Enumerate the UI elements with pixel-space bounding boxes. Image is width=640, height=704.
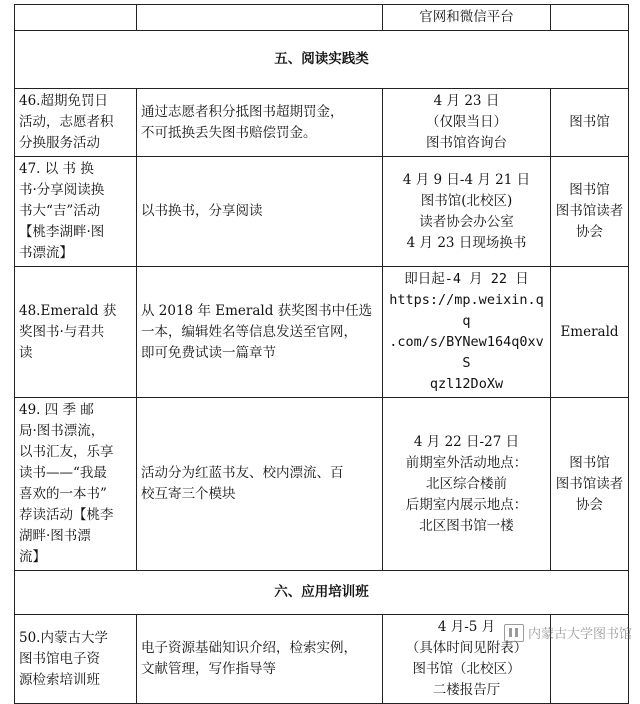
org-cell xyxy=(551,398,629,571)
cell-line: 即可免费试读一篇章节 xyxy=(141,344,276,361)
desc-cell xyxy=(137,5,383,31)
section-title: 五、阅读实践类 xyxy=(15,31,629,89)
cell-line: 荐读活动【桃李 xyxy=(19,507,114,523)
cell-line: 喜欢的一本书” xyxy=(19,486,107,502)
time-cell xyxy=(383,398,551,571)
time-cell xyxy=(383,157,551,267)
library-logo-icon xyxy=(504,624,524,642)
cell-line: .com/s/BYNew164q0xvS xyxy=(389,334,544,371)
time-cell xyxy=(383,89,551,157)
org-cell xyxy=(551,157,629,267)
name-cell xyxy=(15,5,137,31)
name-cell xyxy=(15,267,137,398)
cell-line: 书大“吉”活动 xyxy=(19,203,101,219)
cell-line: 后期室内展示地点： xyxy=(405,496,528,513)
section-title: 六、应用培训班 xyxy=(15,571,629,615)
desc-cell xyxy=(137,398,383,571)
cell-line: 图书馆读者 xyxy=(555,475,624,492)
table-row xyxy=(15,157,629,267)
table-row xyxy=(15,398,629,571)
cell-line: 活动分为红蓝书友、校内漂流、百 xyxy=(141,465,344,481)
name-cell xyxy=(15,615,137,704)
table-row xyxy=(15,89,629,157)
activity-table xyxy=(14,4,629,704)
cell-line: 读者协会办公室 xyxy=(419,213,514,230)
cell-line: 湖畔·图书漂 xyxy=(19,528,91,544)
cell-line: 以书汇友，乐享 xyxy=(19,444,114,460)
name-cell xyxy=(15,157,137,267)
cell-line: 从 2018 年 Emerald 获奖图书中任选 xyxy=(141,302,373,319)
cell-line: 通过志愿者积分抵图书超期罚金， xyxy=(141,103,344,120)
cell-line: 二楼报告厅 xyxy=(432,682,501,698)
cell-line: 4 月 9 日-4 月 21 日 xyxy=(402,171,531,188)
cell-line: 不可抵换丢失图书赔偿罚金。 xyxy=(141,124,317,141)
cell-line: 47. 以 书 换 xyxy=(19,161,94,177)
section-row xyxy=(15,31,629,89)
name-cell xyxy=(15,89,137,157)
cell-line: 图书馆 xyxy=(569,454,610,471)
cell-line: 协会 xyxy=(576,224,603,240)
cell-line: 奖图书·与君共 xyxy=(19,323,105,340)
cell-line: 【桃李湖畔·图 xyxy=(19,224,105,240)
cell-line: 49. 四 季 邮 xyxy=(19,402,94,418)
table-row xyxy=(15,267,629,398)
time-cell xyxy=(383,267,551,398)
cell-line: 流】 xyxy=(19,549,46,565)
cell-line: （仅限当日） xyxy=(426,114,507,130)
cell-line: 局·图书漂流， xyxy=(19,423,105,439)
cell-line: 分换服务活动 xyxy=(19,135,100,151)
cell-line: 图书馆读者 xyxy=(555,203,624,219)
org-cell xyxy=(551,89,629,157)
cell-line: 书·分享阅读换 xyxy=(19,182,105,198)
cell-line: 北区图书馆一楼 xyxy=(419,517,514,534)
name-cell xyxy=(15,398,137,571)
desc-cell xyxy=(137,157,383,267)
cell-line: 4 月 23 日 xyxy=(433,93,500,109)
cell-line: 一本，编辑姓名等信息发送至官网， xyxy=(141,323,357,340)
cell-line: 协会 xyxy=(576,496,603,513)
cell-line: 图书馆（北校区） xyxy=(412,661,521,677)
cell-line: 图书馆电子资 xyxy=(19,650,100,667)
section-row xyxy=(15,571,629,615)
cell-line: 图书馆 xyxy=(569,114,610,130)
cell-line: 图书馆 xyxy=(569,182,610,198)
table-row xyxy=(15,5,629,31)
cell-line: 50.内蒙古大学 xyxy=(19,629,108,646)
desc-cell xyxy=(137,89,383,157)
watermark xyxy=(504,623,632,642)
cell-line: 校互寄三个模块 xyxy=(141,486,236,502)
cell-line: https://mp.weixin.qq xyxy=(389,292,544,329)
cell-line: qzl12DoXw xyxy=(429,376,504,392)
cell-line: 北区综合楼前 xyxy=(426,475,507,492)
cell-line: 活动，志愿者积 xyxy=(19,114,114,130)
desc-cell xyxy=(137,267,383,398)
watermark-text: 内蒙古大学图书馆 xyxy=(527,627,632,642)
cell-line: 电子资源基础知识介绍，检索实例， xyxy=(141,640,357,656)
cell-line: 以书换书，分享阅读 xyxy=(141,203,263,219)
cell-line: 前期室外活动地点： xyxy=(405,454,528,471)
cell-line: Emerald xyxy=(560,323,619,340)
org-cell xyxy=(551,267,629,398)
cell-line: 文献管理，写作指导等 xyxy=(141,661,276,677)
cell-line: （具体时间见附表） xyxy=(405,640,528,656)
cell-line: 4 月 23 日现场换书 xyxy=(406,234,527,251)
cell-line: 源检索培训班 xyxy=(19,671,100,688)
cell-line: 48.Emerald 获 xyxy=(19,302,117,319)
cell-line: 读书——“我最 xyxy=(19,465,107,481)
cell-line: 即日起-4 月 22 日 xyxy=(404,271,529,287)
cell-line: 4 月-5 月 xyxy=(437,619,496,635)
cell-line: 图书馆(北校区) xyxy=(420,192,513,209)
cell-line: 4 月 22 日-27 日 xyxy=(413,433,520,450)
cell-line: 46.超期免罚日 xyxy=(19,93,108,109)
cell-line: 读 xyxy=(19,344,33,361)
desc-cell xyxy=(137,615,383,704)
org-cell xyxy=(551,5,629,31)
cell-line: 图书馆咨询台 xyxy=(426,135,507,151)
time-cell: 官网和微信平台 xyxy=(383,5,551,31)
cell-line: 书漂流】 xyxy=(19,245,73,261)
